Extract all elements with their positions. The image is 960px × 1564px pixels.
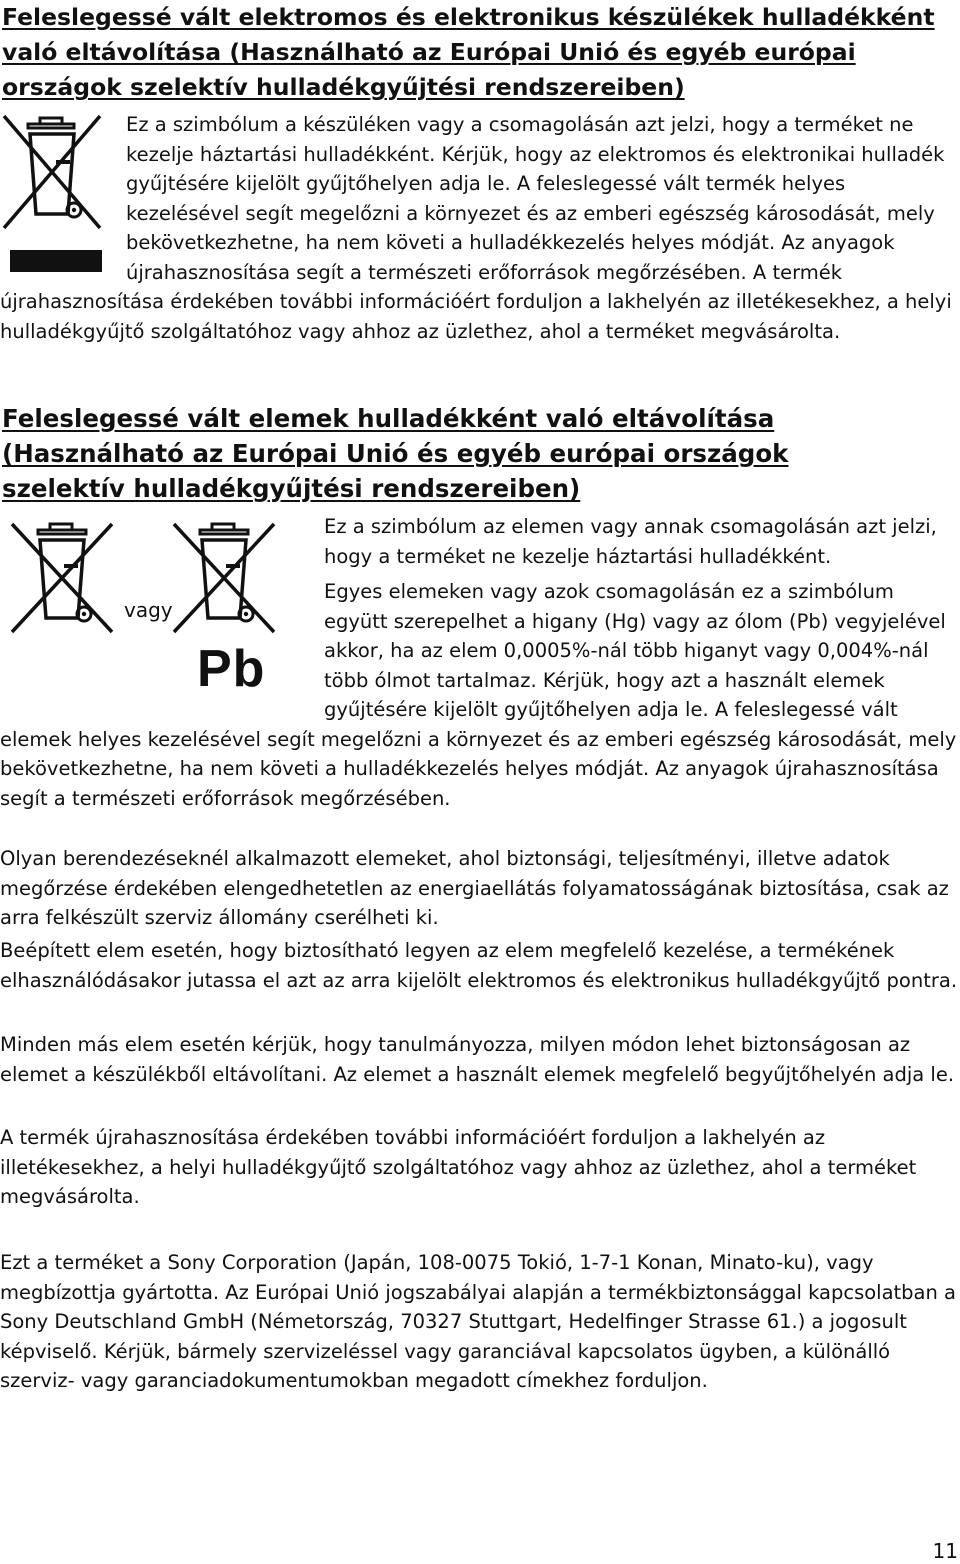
battery-intro-text: Ez a szimbólum az elemen vagy annak csomagolásán azt jelzi, hogy a terméket ne kezelje háztartási hulladékként.	[324, 515, 937, 568]
paragraph-replacement-service: Olyan berendezéseknél alkalmazott elemeket, ahol biztonsági, teljesítményi, illetve adatok megőrzése érdekében elengedhetetlen az energiaellátás folyamatosságának biztosítása, csak az arra felkészült szerviz állomány cserélheti ki.	[0, 847, 949, 929]
paragraph-other-batteries: Minden más elem esetén kérjük, hogy tanulmányozza, milyen módon lehet biztonságosan az elemet a készülékből eltávolítani. Az elemet a használt elemek megfelelő begyűjtőhelyén adja le.	[0, 1033, 955, 1086]
page-number: 11	[932, 1539, 958, 1563]
pb-symbol-label: Pb	[197, 640, 266, 698]
weee-heading: Feleslegessé vált elektromos és elektronikus készülékek hulladékként való eltávolítása (Használható az Európai Unió és egyéb európai országok szelektív hulladékgyűjtési rendszereiben)	[2, 3, 935, 101]
paragraph-manufacturer: Ezt a terméket a Sony Corporation (Japán, 108-0075 Tokió, 1-7-1 Konan, Minato-ku), vagy megbízottja gyártotta. Az Európai Unió jogszabályai alapján a termékbiztonsággal kapcsolatban a Sony Deutschland GmbH (Németország, 70327 Stuttgart, Hedelfinger Strasse 61.) a jogosult képviselő. Kérjük, bármely szervizeléssel vagy garanciával kapcsolatos ügyben, a különálló szerviz- vagy garanciadokumentumokban megadott címekhez forduljon.	[0, 1251, 957, 1392]
battery-heading: Feleslegessé vált elemek hulladékként való eltávolítása (Használható az Európai Unió és egyéb európai országok szelektív hulladékgyűjtési rendszereiben)	[2, 404, 789, 503]
paragraph-built-in-battery: Beépített elem esetén, hogy biztosítható legyen az elem megfelelő kezelése, a termékének elhasználódásakor jutassa el azt az arra kijelölt elektromos és elektronikus hulladékgyűjtő pontra.	[0, 939, 958, 992]
battery-paragraph	[0, 512, 958, 813]
weee-body-text: Ez a szimbólum a készüléken vagy a csomagolásán azt jelzi, hogy a terméket ne kezelje háztartási hulladékként. Kérjük, hogy az elektromos és elektronikai hulladék gyűjtésére kijelölt gyűjtőhelyen adja le. A feleslegessé vált termék helyes kezelésével segít megelőzni a környezet és az emberi egészség károsodását, mely bekövetkezhetne, ha nem követi a hulladékkezelés helyes módját. Az anyagok újrahasznosítása segít a természeti erőforrások megőrzésében. A termék újrahasznosítása érdekében további információért forduljon a lakhelyén az illetékesekhez, a helyi hulladékgyűjtő szolgáltatóhoz vagy ahhoz az üzlethez, ahol a terméket megvásárolta.	[0, 113, 952, 343]
or-label: vagy	[124, 598, 173, 622]
weee-paragraph	[0, 110, 958, 346]
battery-body-text: Egyes elemeken vagy azok csomagolásán ez a szimbólum együtt szerepelhet a higany (Hg) vagy az ólom (Pb) vegyjelével akkor, ha az elem 0,0005%-nál több higanyt vagy 0,004%-nál több ólmot tartalmaz. Kérjük, hogy azt a használt elemek gyűjtésére kijelölt gyűjtőhelyen adja le. A feleslegessé vált elemek helyes kezelésével segít megelőzni a környezet és az emberi egészség károsodását, mely bekövetkezhetne, ha nem követi a hulladékkezelés helyes módját. Az anyagok újrahasznosítása segít a természeti erőforrások megőrzésében.	[0, 580, 957, 810]
paragraph-recycling-info: A termék újrahasznosítása érdekében további információért forduljon a lakhelyén az illetékesekhez, a helyi hulladékgyűjtő szolgáltatóhoz vagy ahhoz az üzlethez, ahol a terméket megvásárolta.	[0, 1126, 917, 1208]
